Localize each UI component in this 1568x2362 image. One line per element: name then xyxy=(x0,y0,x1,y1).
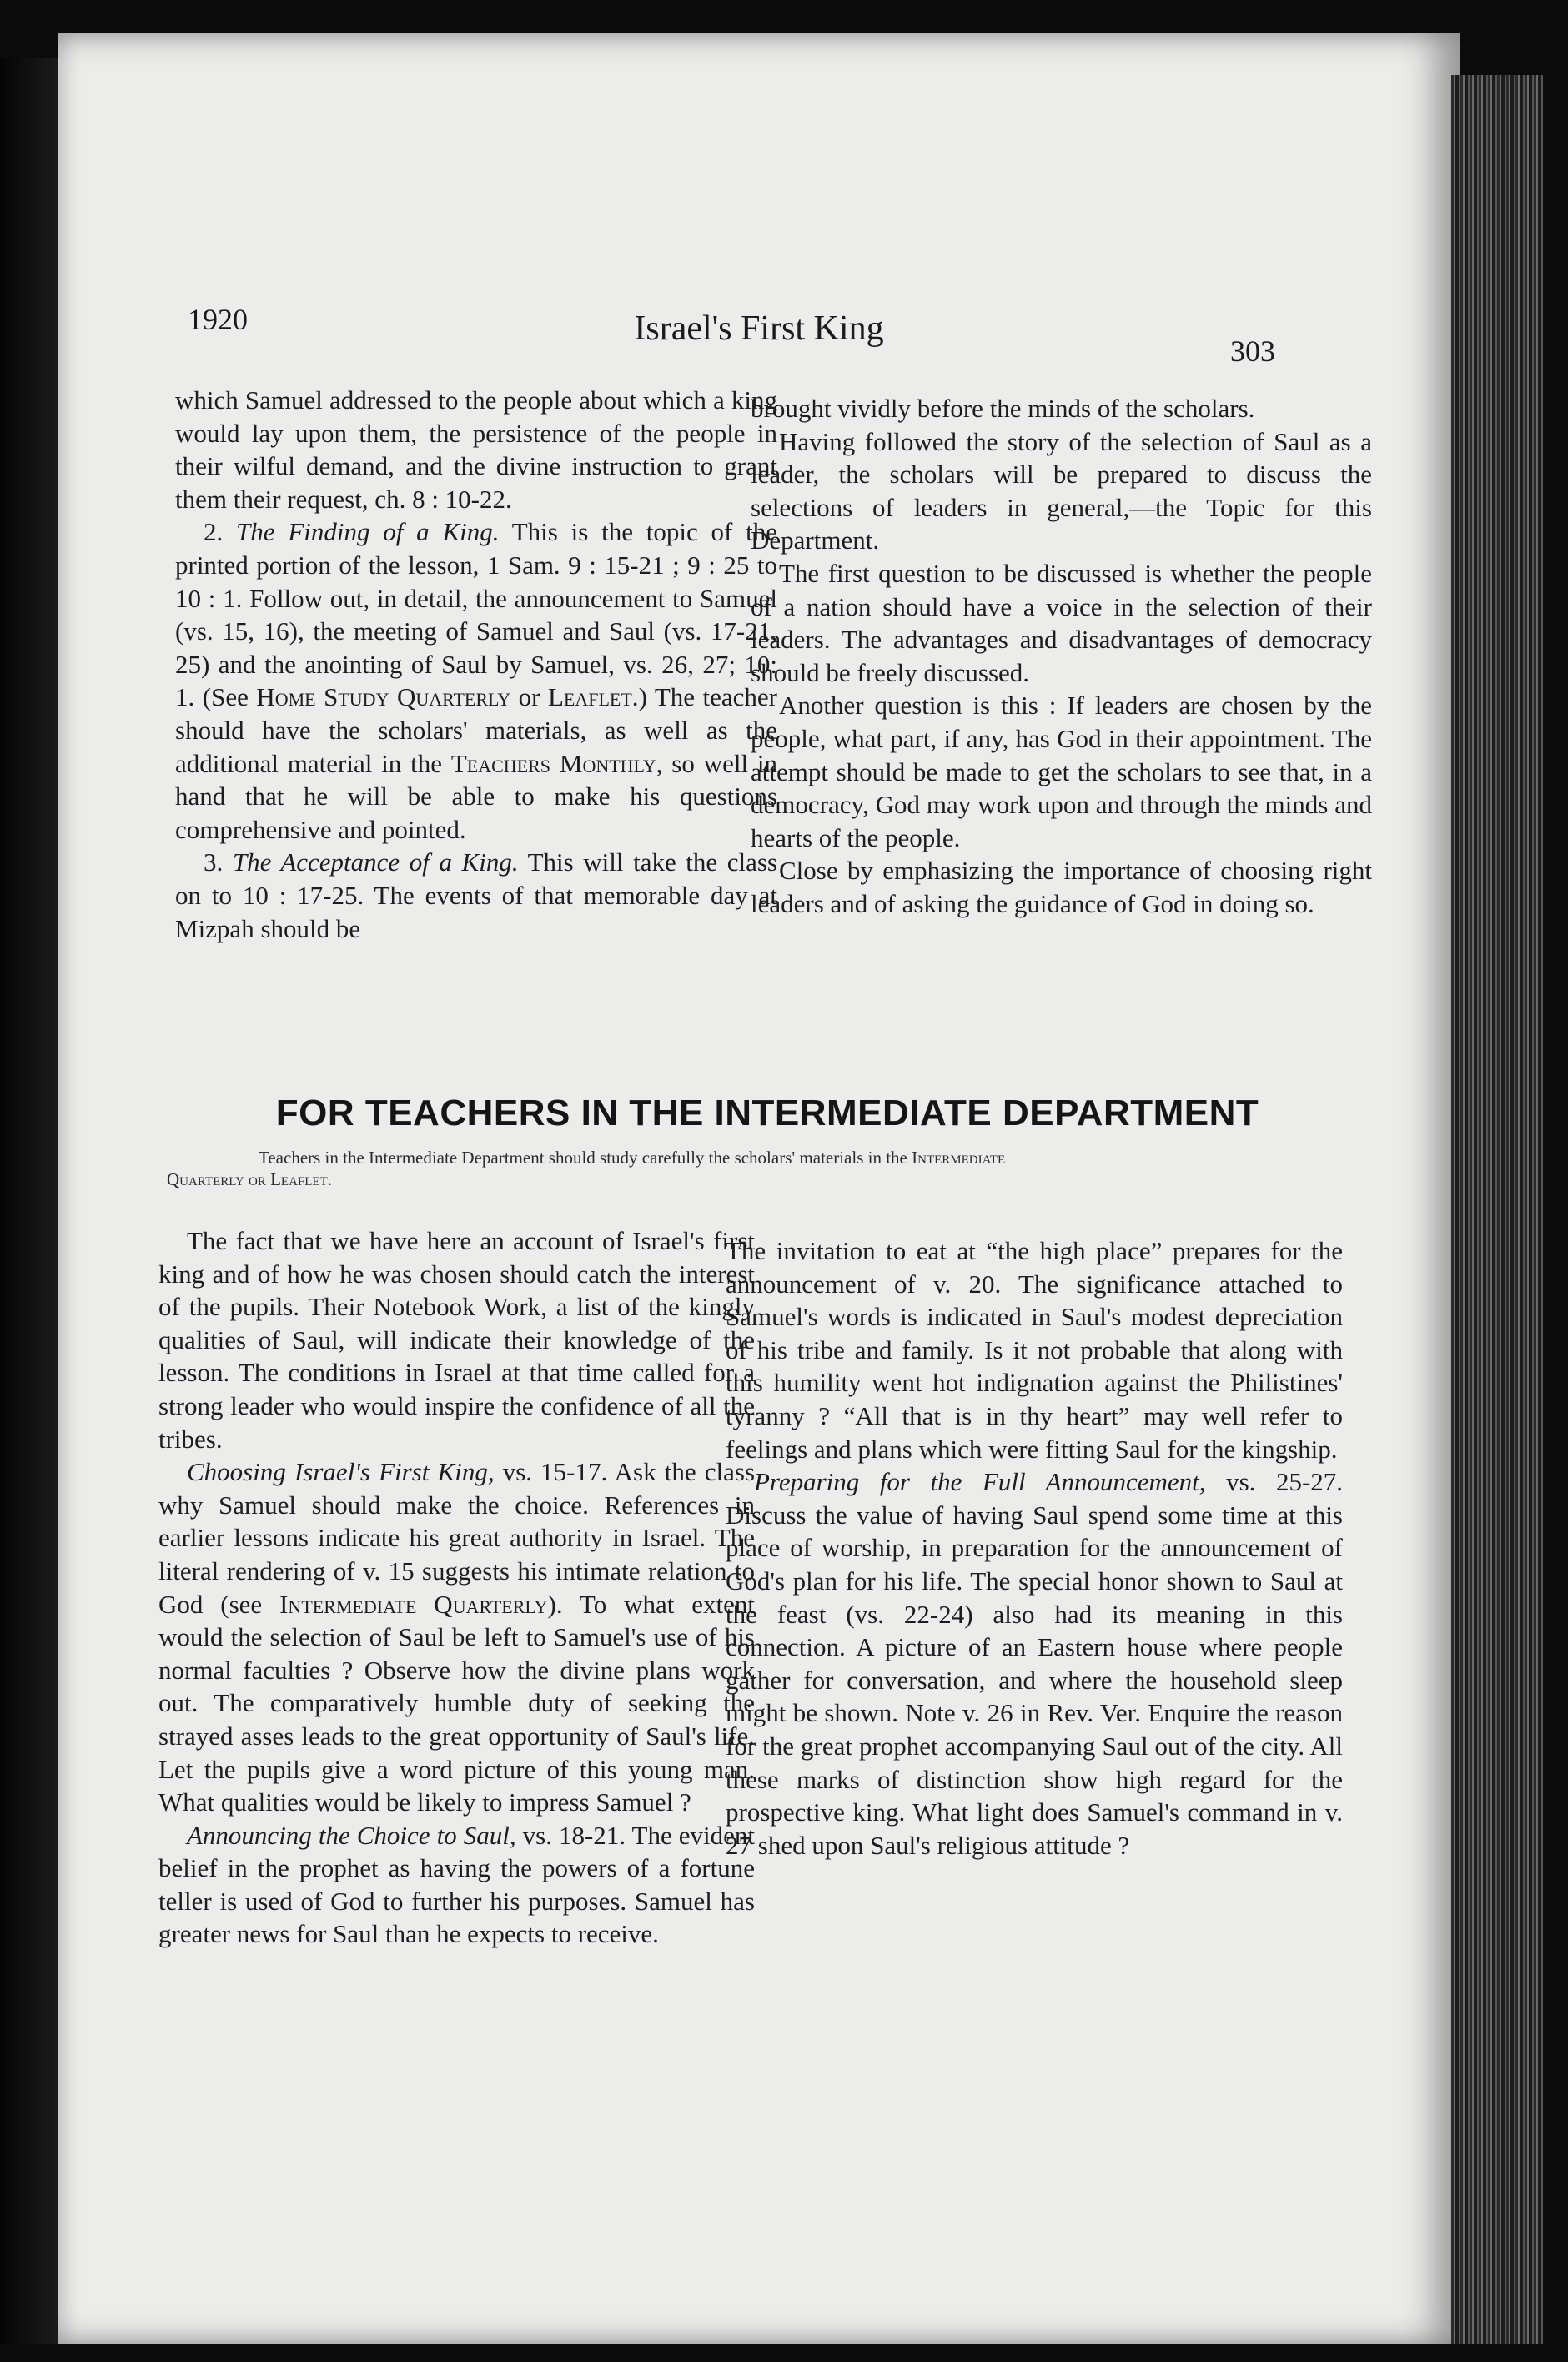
paragraph: which Samuel addressed to the people about which a king would lay upon them, the persistence of the people in their wilful demand, and the divine instruction to grant them their request, ch. 8 : 10-22. xyxy=(175,385,777,514)
paragraph: The invitation to eat at “the high place” prepares for the announcement of v. 20. The significance attached to Samuel's words is indicated in Saul's modest depreciation of his tribe and family. Is it not probable that along with this humility went hot indignation against the Philistines' tyranny ? “All that is in thy heart” may well refer to feelings and plans which were fitting Saul for the kingship. xyxy=(726,1236,1343,1464)
book-page-edges xyxy=(1451,75,1543,2344)
cross-reference: Intermediate xyxy=(912,1148,1006,1168)
subheading: Choosing Israel's First King, xyxy=(187,1457,495,1487)
top-left-column xyxy=(175,384,777,945)
paragraph-announcing-choice xyxy=(158,1819,755,1951)
book-gutter-shadow xyxy=(0,58,58,2344)
paragraph: Having followed the story of the selection of Saul as a leader, the scholars will be prepared to discuss the selections of leaders in general,—the Topic for this Department. xyxy=(751,426,1372,555)
item-number: 2. xyxy=(204,517,224,547)
page-number: 303 xyxy=(1230,334,1275,368)
subheading: The Finding of a King. xyxy=(236,517,500,547)
paragraph-text: ) The teacher should have the scholars' materials, as well as the additional material in the xyxy=(175,682,777,778)
subheading: The Acceptance of a King. xyxy=(232,847,519,877)
paragraph: Close by emphasizing the importance of choosing right leaders and of asking the guidance of God in doing so. xyxy=(751,856,1372,918)
paragraph: Another question is this : If leaders are chosen by the people, what part, if any, has God in their appointment. The attempt should be made to get the scholars to see that, in a democracy, God may work upon and through the minds and hearts of the people. xyxy=(751,691,1372,852)
cross-reference: Home Study Quarterly xyxy=(256,682,511,712)
paragraph: The fact that we have here an account of Israel's first king and of how he was chosen should catch the interest of the pupils. Their Notebook Work, a list of the kingly qualities of Saul, will indicate their knowledge of the lesson. The conditions in Israel at that time called for a strong leader who would inspire the confidence of all the tribes. xyxy=(158,1226,755,1454)
subheading: Preparing for the Full Announcement, xyxy=(754,1467,1206,1497)
cross-reference: Quarterly or Leaflet. xyxy=(167,1169,332,1189)
paragraph-text: so well in hand that he will be able to make his questions comprehensive and pointed. xyxy=(175,748,778,844)
paragraph-text: or xyxy=(518,682,540,712)
paragraph: brought vividly before the minds of the scholars. xyxy=(751,394,1255,423)
paragraph-acceptance-of-a-king xyxy=(175,846,777,945)
subheading: Announcing the Choice to Saul, xyxy=(187,1820,516,1850)
cross-reference: Leaflet. xyxy=(547,682,639,712)
running-head-title: Israel's First King xyxy=(634,309,884,348)
top-right-column xyxy=(751,392,1372,921)
cross-reference: Teachers Monthly, xyxy=(450,748,663,778)
note-text: Teachers in the Intermediate Department should study carefully the scholars' materials in the xyxy=(259,1148,907,1168)
paragraph-text: This will take the class on to 10 : 17-25. The events of that memorable day at Mizpah should be xyxy=(175,847,777,943)
paragraph-text: This is the topic of the printed portion of the lesson, 1 Sam. 9 : 15-21 ; 9 : 25 to 10 : 1. Follow out, in detail, the announcement to Samuel (vs. 15, 16), the meeting of Samuel and Saul (vs. 17-21, 25) and the anointing of Saul by Samuel, vs. 26, 27; 10: 1. (See xyxy=(175,517,777,712)
section-note xyxy=(167,1147,1351,1190)
paragraph-text: ). To what extent would the selection of Saul be left to Samuel's use of his normal faculties ? Observe how the divine plans work out. The comparatively humble duty of seeking the strayed asses leads to the great opportunity of Saul's life. Let the pupils give a word picture of this young man. What qualities would be likely to impress Samuel ? xyxy=(158,1589,756,1817)
paragraph-choosing-first-king xyxy=(158,1455,755,1819)
paragraph-full-announcement xyxy=(726,1465,1343,1862)
paragraph-finding-of-a-king xyxy=(175,515,777,846)
bottom-right-column xyxy=(726,1234,1343,1862)
bottom-left-column xyxy=(158,1224,755,1951)
running-head-year: 1920 xyxy=(188,303,248,336)
paragraph-text: vs. 25-27. Discuss the value of having Saul spend some time at this place of worship, in preparation for the announcement of God's plan for his life. The special honor shown to Saul at the feast (vs. 22-24) also had its meaning in this connection. A picture of an Eastern house where people gather for conversation, and where the household sleep might be shown. Note v. 26 in Rev. Ver. Enquire the reason for the great prophet accompanying Saul out of the city. All these marks of distinction show high regard for the prospective king. What light does Samuel's command in v. 27 shed upon Saul's religious attitude ? xyxy=(726,1467,1344,1860)
paragraph: The first question to be discussed is whether the people of a nation should have a voice in the selection of their leaders. The advantages and disadvantages of democracy should be freely discussed. xyxy=(751,558,1372,687)
running-head xyxy=(58,302,1460,377)
book-page xyxy=(58,33,1460,2344)
section-heading: FOR TEACHERS IN THE INTERMEDIATE DEPARTMENT xyxy=(275,1093,1259,1133)
item-number: 3. xyxy=(204,847,224,877)
paragraph-text: vs. 15-17. Ask the class why Samuel should make the choice. References in earlier lessons indicate his great authority in Israel. The literal rendering of v. 15 suggests his intimate relation to God (see xyxy=(158,1457,756,1619)
paragraph-text: vs. 18-21. The evident belief in the prophet as having the powers of a fortune teller is used of God to further his purposes. Samuel has greater news for Saul than he expects to receive. xyxy=(158,1820,755,1949)
cross-reference: Intermediate Quarterly xyxy=(279,1589,548,1619)
